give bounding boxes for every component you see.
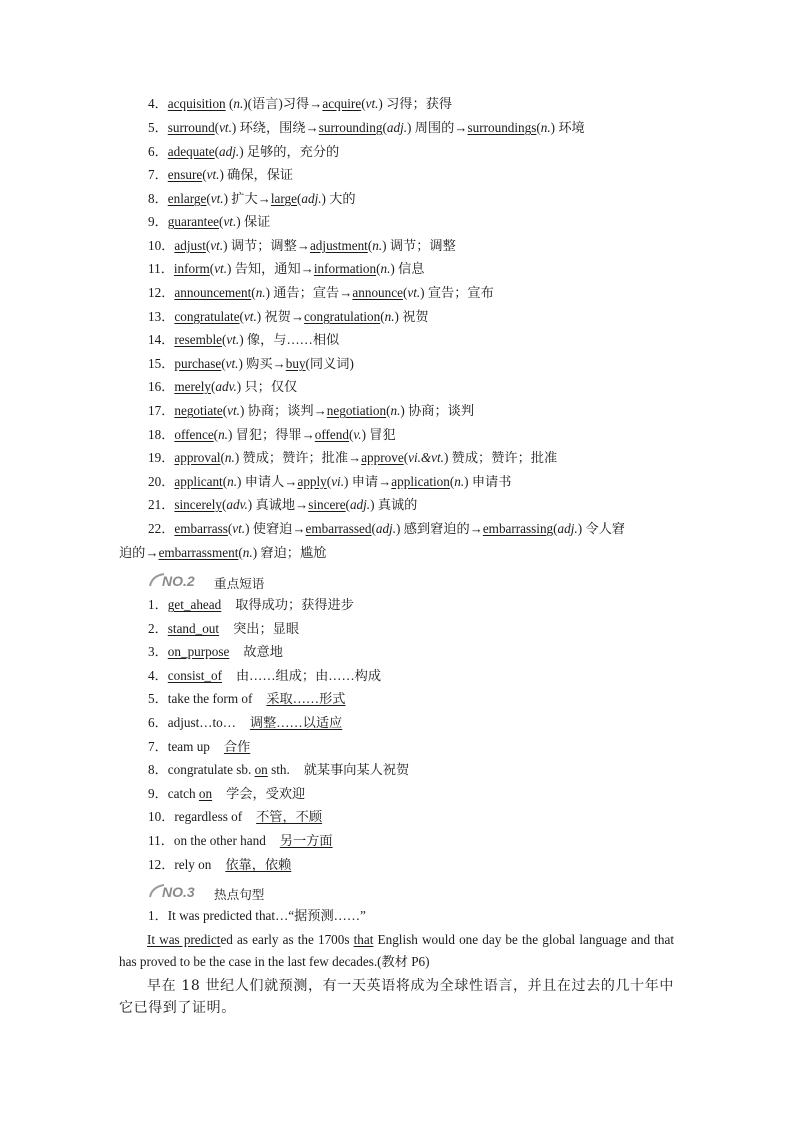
gloss-text: ) 协商；谈判 [400, 403, 475, 418]
pattern-example [119, 929, 674, 973]
phrase-meaning: 另一方面 [279, 833, 333, 848]
phrase-english: catch [167, 786, 199, 801]
vocab-entry [119, 544, 326, 562]
vocab-entry [148, 426, 396, 444]
entry-number: 3． [148, 644, 168, 659]
headword: surrounding [318, 120, 383, 135]
gloss-text: ) 告知，通知→ [227, 261, 314, 276]
entry-number: 22． [148, 521, 175, 536]
gloss-text: ) 冒犯 [361, 427, 396, 442]
gloss-text: (同义词) [305, 356, 354, 371]
gloss-text: ( [382, 120, 387, 135]
gloss-text: ( [205, 238, 211, 253]
entry-number: 6． [148, 715, 168, 730]
gloss-text: ) 调节；调整→ [223, 238, 310, 253]
headword: adjustment [309, 238, 368, 253]
headword: purchase [174, 356, 222, 371]
part-of-speech: adj. [375, 521, 396, 536]
gloss-text: ) 购买→ [238, 356, 286, 371]
headword: large [270, 191, 297, 206]
gloss-text: )(语言)习得→ [243, 96, 323, 111]
headword: offence [174, 427, 214, 442]
vocab-entry [148, 143, 339, 161]
gloss-text: ) 环境 [550, 120, 585, 135]
entry-number: 6． [148, 144, 168, 159]
translation-text: 早在 18 世纪人们就预测，有一天英语将成为全球性语言，并且在过去的几十年中它已得到了证明。 [119, 978, 674, 1016]
example-underline: It was predict [147, 932, 221, 947]
entry-number: 1． [148, 597, 168, 612]
gloss-text: ) 通告；宣告→ [265, 285, 353, 300]
gloss-text: ( [348, 427, 354, 442]
pattern-heading: 1．It was predicted that…“据预测……” [148, 908, 366, 923]
phrase-english: sth. [267, 762, 290, 777]
headword: approval [174, 450, 221, 465]
entry-number: 14． [148, 332, 175, 347]
phrase-meaning: 由……组成；由……构成 [236, 668, 382, 683]
headword: congratulate [174, 309, 240, 324]
gloss-text: ) 调节；调整 [382, 238, 456, 253]
gloss-text: ( [222, 474, 228, 489]
headword: approve [361, 450, 404, 465]
vocab-entry [148, 284, 494, 302]
gloss-text: ( [221, 356, 226, 371]
gloss-text: ( [376, 261, 381, 276]
entry-number: 9． [148, 214, 168, 229]
gloss-text: ( [553, 521, 558, 536]
phrase-entry [148, 832, 333, 850]
headword: application [391, 474, 450, 489]
phrase-english: on the other hand [173, 833, 266, 848]
phrase-english: stand_out [167, 621, 220, 636]
vocab-entry [148, 166, 293, 184]
part-of-speech: vt. [210, 238, 224, 253]
entry-number: 11． [148, 833, 174, 848]
headword: resemble [174, 332, 222, 347]
vocab-entry [148, 496, 417, 514]
gloss-text: ) 祝贺 [394, 309, 429, 324]
part-of-speech: adj. [386, 120, 408, 135]
example-text: English would one day be the global language and that has proved to be the case in the last few decades.(教材 P6) [119, 932, 675, 969]
phrase-meaning: 就某事向某人祝贺 [303, 762, 410, 777]
gloss-text: ( [206, 191, 211, 206]
vocab-entry [148, 119, 585, 137]
pattern-translation [119, 975, 674, 1019]
entry-number: 10． [148, 238, 175, 253]
part-of-speech: vi.&vt. [408, 450, 444, 465]
part-of-speech: adj. [557, 521, 578, 536]
gloss-text: ( [536, 120, 541, 135]
entry-number: 10． [148, 809, 175, 824]
headword: announce [352, 285, 403, 300]
section-title: 重点短语 [214, 576, 265, 591]
entry-number: 18． [148, 427, 175, 442]
entry-number: 15． [148, 356, 175, 371]
gloss-text: ) 足够的，充分的 [239, 144, 340, 159]
part-of-speech: vt. [232, 521, 246, 536]
vocab-entry [148, 449, 557, 467]
part-of-speech: vi. [331, 474, 345, 489]
gloss-text: ( [238, 545, 243, 560]
part-of-speech: vt. [223, 214, 237, 229]
phrase-entry [148, 620, 299, 638]
phrase-meaning: 不管，不顾 [256, 809, 323, 824]
gloss-text: ( [403, 450, 409, 465]
entry-number: 8． [148, 762, 168, 777]
gloss-text: ) 确保，保证 [219, 167, 294, 182]
phrase-entry [148, 596, 354, 614]
gloss-text: ) 感到窘迫的→ [396, 521, 483, 536]
phrase-entry [148, 667, 381, 685]
headword: surroundings [467, 120, 537, 135]
part-of-speech: adj. [219, 144, 240, 159]
headword: announcement [174, 285, 252, 300]
vocab-entry [148, 473, 511, 491]
headword: sincere [308, 497, 346, 512]
vocab-entry [148, 520, 625, 538]
phrase-english: adjust…to… [167, 715, 236, 730]
gloss-text: ) 习得；获得 [378, 96, 453, 111]
part-of-speech: vt. [219, 120, 232, 135]
headword: merely [174, 379, 211, 394]
entry-number: 7． [148, 167, 168, 182]
headword: enlarge [167, 191, 207, 206]
phrase-english: team up [167, 739, 210, 754]
headword: acquire [322, 96, 362, 111]
svg-text:NO.3: NO.3 [162, 884, 195, 900]
gloss-text: ) 真诚的 [370, 497, 418, 512]
phrase-english: on [254, 762, 268, 777]
entry-number: 12． [148, 285, 175, 300]
headword: ensure [167, 167, 203, 182]
gloss-text: ( [326, 474, 332, 489]
phrase-meaning: 合作 [223, 739, 251, 754]
gloss-text: ( [220, 450, 225, 465]
gloss-text: ( [209, 261, 215, 276]
gloss-text: ( [222, 403, 228, 418]
headword: adequate [167, 144, 215, 159]
phrase-english: on_purpose [167, 644, 230, 659]
part-of-speech: adv. [215, 379, 237, 394]
entry-number: 21． [148, 497, 175, 512]
part-of-speech: v. [353, 427, 362, 442]
gloss-text: ( [251, 285, 256, 300]
phrase-english: consist_of [167, 668, 222, 683]
entry-number: 4． [148, 668, 168, 683]
gloss-text: ) 周围的→ [407, 120, 468, 135]
gloss-text: ) 冒犯；得罪→ [227, 427, 315, 442]
part-of-speech: vt. [407, 285, 421, 300]
part-of-speech: vt. [227, 403, 240, 418]
part-of-speech: n. [233, 96, 244, 111]
vocab-entry [148, 331, 339, 349]
gloss-text: ( [219, 214, 224, 229]
gloss-text: ( [380, 309, 385, 324]
gloss-text: ) 保证 [236, 214, 271, 229]
gloss-text: ( [239, 309, 244, 324]
entry-number: 4． [148, 96, 168, 111]
part-of-speech: vt. [206, 167, 220, 182]
gloss-text: ) 赞成；赞许；批准 [443, 450, 558, 465]
gloss-text: ( [221, 497, 227, 512]
gloss-text: ) 申请书 [464, 474, 512, 489]
phrase-meaning: 突出；显眼 [233, 621, 300, 636]
phrase-meaning: 取得成功；获得进步 [235, 597, 354, 612]
gloss-text: ) 赞成；赞许；批准→ [234, 450, 362, 465]
gloss-text: ( [211, 379, 216, 394]
entry-number: 5． [148, 691, 168, 706]
headword: adjust [174, 238, 206, 253]
phrase-meaning: 调整……以适应 [249, 715, 343, 730]
phrase-english: regardless of [174, 809, 243, 824]
gloss-text: ( [371, 521, 376, 536]
phrase-english: rely on [174, 857, 212, 872]
headword: acquisition [167, 96, 226, 111]
no3-badge-icon [148, 881, 210, 903]
part-of-speech: n. [540, 120, 551, 135]
gloss-text: ) 申请人→ [237, 474, 298, 489]
headword: applicant [174, 474, 223, 489]
headword: congratulation [304, 309, 381, 324]
phrase-entry [148, 808, 322, 826]
gloss-text: ) 协商；谈判→ [239, 403, 327, 418]
vocab-entry [148, 378, 297, 396]
part-of-speech: n. [384, 309, 395, 324]
headword: information [313, 261, 377, 276]
gloss-text: ) 扩大→ [223, 191, 271, 206]
phrase-meaning: 故意地 [243, 644, 283, 659]
example-text: ed as early as the 1700s [220, 932, 354, 947]
entry-number: 19． [148, 450, 175, 465]
gloss-text: ( [402, 285, 408, 300]
headword: negotiate [174, 403, 223, 418]
gloss-text: ) 窘迫；尴尬 [252, 545, 327, 560]
vocab-entry [148, 355, 354, 373]
part-of-speech: adv. [226, 497, 248, 512]
gloss-text: ( [227, 521, 233, 536]
entry-number: 12． [148, 857, 175, 872]
headword: buy [285, 356, 306, 371]
part-of-speech: n. [372, 238, 383, 253]
gloss-text: ( [361, 96, 366, 111]
headword: embarrassed [305, 521, 372, 536]
section-title: 热点句型 [214, 887, 265, 902]
phrase-english: get_ahead [167, 597, 222, 612]
entry-number: 2． [148, 621, 168, 636]
entry-number: 5． [148, 120, 168, 135]
gloss-text: ( [221, 332, 227, 347]
vocab-entry [148, 308, 429, 326]
gloss-text: ( [214, 144, 220, 159]
part-of-speech: n. [242, 545, 253, 560]
gloss-text: ( [345, 497, 350, 512]
gloss-text: ) 信息 [390, 261, 425, 276]
part-of-speech: n. [390, 403, 401, 418]
gloss-text: ( [386, 403, 391, 418]
entry-number: 9． [148, 786, 168, 801]
headword: apply [297, 474, 327, 489]
phrase-meaning: 依靠，依赖 [225, 857, 292, 872]
gloss-text: ) 宣告；宣布 [420, 285, 494, 300]
entry-number: 7． [148, 739, 168, 754]
part-of-speech: vt. [243, 309, 257, 324]
gloss-text: ) 像，与……相似 [239, 332, 340, 347]
phrase-entry [148, 643, 283, 661]
vocab-entry [148, 213, 270, 231]
part-of-speech: n. [224, 450, 235, 465]
gloss-text: ) 真诚地→ [247, 497, 309, 512]
part-of-speech: adj. [301, 191, 322, 206]
phrase-entry [148, 761, 409, 779]
phrase-english: take the form of [167, 691, 253, 706]
headword: inform [173, 261, 210, 276]
vocab-entry [148, 402, 474, 420]
svg-text:NO.2: NO.2 [162, 573, 195, 589]
headword: guarantee [167, 214, 220, 229]
headword: surround [167, 120, 215, 135]
headword: embarrass [174, 521, 228, 536]
part-of-speech: adj. [349, 497, 371, 512]
part-of-speech: n. [454, 474, 465, 489]
gloss-text: ( [449, 474, 455, 489]
entry-number: 13． [148, 309, 175, 324]
phrase-english: congratulate sb. [167, 762, 255, 777]
example-underline: that [353, 932, 374, 947]
gloss-text: ( [202, 167, 207, 182]
part-of-speech: n. [227, 474, 238, 489]
part-of-speech: n. [255, 285, 266, 300]
gloss-text: ( [225, 96, 234, 111]
entry-number: 8． [148, 191, 168, 206]
vocab-entry [148, 95, 452, 113]
part-of-speech: vt. [226, 332, 240, 347]
entry-number: 20． [148, 474, 175, 489]
phrase-meaning: 学会，受欢迎 [226, 786, 306, 801]
headword: embarrassment [158, 545, 239, 560]
entry-number: 16． [148, 379, 175, 394]
phrase-entry [148, 714, 342, 732]
part-of-speech: vt. [214, 261, 228, 276]
gloss-text: ( [367, 238, 373, 253]
phrase-english: on [198, 786, 213, 801]
vocab-entry [148, 190, 356, 208]
gloss-text: ) 大的 [321, 191, 356, 206]
phrase-entry [148, 856, 291, 874]
part-of-speech: n. [380, 261, 391, 276]
vocab-entry [148, 237, 456, 255]
part-of-speech: n. [218, 427, 228, 442]
gloss-text: ) 环绕，围绕→ [231, 120, 319, 135]
gloss-text: ) 使窘迫→ [245, 521, 306, 536]
phrase-entry [148, 738, 250, 756]
vocab-entry [148, 260, 425, 278]
headword: negotiation [326, 403, 387, 418]
headword: embarrassing [482, 521, 554, 536]
gloss-text: ) 祝贺→ [256, 309, 305, 324]
gloss-text: ( [296, 191, 302, 206]
no2-badge-icon [148, 570, 210, 592]
gloss-text: ( [214, 120, 220, 135]
part-of-speech: vt. [210, 191, 224, 206]
gloss-text: ) 申请→ [344, 474, 392, 489]
part-of-speech: vt. [365, 96, 379, 111]
phrase-meaning: 采取……形式 [266, 691, 346, 706]
phrase-entry [148, 690, 346, 708]
gloss-text: ) 只；仅仅 [236, 379, 298, 394]
headword: sincerely [174, 497, 222, 512]
headword: offend [314, 427, 349, 442]
part-of-speech: vt. [225, 356, 239, 371]
gloss-text: ( [213, 427, 219, 442]
entry-number: 17． [148, 403, 175, 418]
entry-number: 11． [148, 261, 174, 276]
gloss-text: ) 令人窘 [577, 521, 625, 536]
gloss-text: 迫的→ [119, 545, 159, 560]
phrase-entry [148, 785, 305, 803]
